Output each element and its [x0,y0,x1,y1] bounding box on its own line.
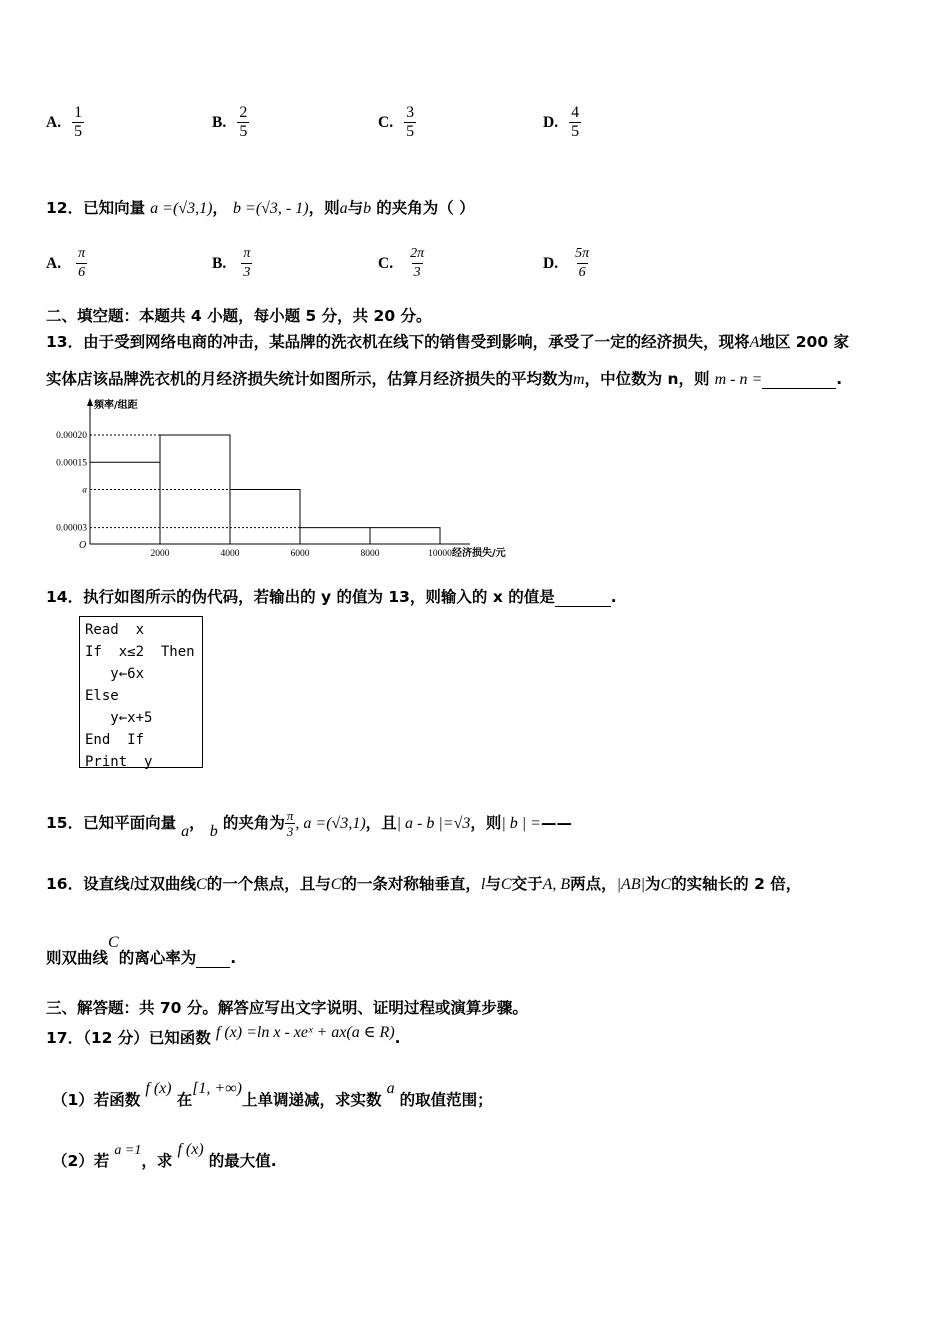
q16-text: 过双曲线 [134,875,197,893]
y-tick-label: 0.00015 [56,458,87,469]
q16-text: 与 [485,875,501,893]
q16-text: 的一个焦点，且与 [206,875,331,893]
denominator: 5 [239,123,248,140]
q16-text: 的一条对称轴垂直， [341,875,481,893]
interval: [1, +∞) [192,1080,242,1097]
numerator: 3 [406,104,415,121]
var-b: b [209,823,218,840]
fraction [408,245,426,282]
numerator: 5π [575,246,590,261]
fraction [569,104,581,141]
x-axis-label: 经济损失/元 [452,548,506,559]
answer-blank [555,587,611,607]
var-a: a [386,1080,395,1097]
abs-AB: |AB| [616,876,645,893]
answer-blank [762,369,836,389]
fraction [237,104,249,141]
q12-mid: ，则 [308,199,340,217]
numerator: 1 [74,104,83,121]
q17-text: 的取值范围； [399,1091,493,1109]
q17-text: （1）若函数 [52,1091,141,1109]
section-3-heading: 三、解答题：共 70 分。解答应写出文字说明、证明过程或演算步骤。 [46,999,528,1017]
var-a: a [181,823,190,840]
q17-stem [46,1026,401,1048]
q14-text: 14．执行如图所示的伪代码，若输出的 y 的值为 13，则输入的 x 的值是 [46,588,555,606]
fraction [573,245,591,282]
fraction [76,245,87,282]
answer-expr: | b | = [501,815,541,832]
q12-prefix: 12．已知向量 [46,199,146,217]
var-C: C [660,876,672,893]
q15-text: ，且 [365,814,397,832]
q13-line2 [46,367,842,389]
denominator: 6 [78,265,86,280]
option-label: C. [378,255,394,272]
numerator: π [243,246,251,261]
conj: 与 [347,199,364,217]
period: . [230,949,237,967]
q17-text: 在 [176,1091,193,1109]
option-label: A. [46,114,62,131]
q16-text: 则双曲线 [46,949,109,967]
fraction [72,104,84,141]
denominator: 5 [571,123,580,140]
q15-text: 15．已知平面向量 [46,814,177,832]
q17-part2 [52,1141,277,1171]
q16-text: 两点， [570,875,617,893]
q14-stem [46,585,617,607]
denominator: 3 [286,824,294,839]
q12-stem [46,196,475,218]
q16-text: 的离心率为 [118,949,197,967]
code-line: If x≤2 Then [85,644,195,660]
q15-text: 的夹角为 [222,814,285,832]
var-A: A [749,334,760,351]
fraction [404,104,416,141]
q13-line1 [46,330,849,352]
histogram-bar [370,528,440,544]
var-C: C [330,876,342,893]
fraction [285,808,296,839]
numerator: π [78,246,86,261]
points-AB: A, B [542,876,571,893]
function-fx: f (x) [177,1141,204,1158]
fraction [241,245,252,282]
q13-text: ，中位数为 n，则 [584,370,710,388]
section-2-heading: 二、填空题：本题共 4 小题，每小题 5 分，共 20 分。 [46,307,432,325]
denominator: 6 [578,265,586,280]
var-C: C [108,934,119,951]
option-label: B. [212,114,227,131]
q17-text: （2）若 [52,1152,110,1170]
code-line: Print y [85,754,153,770]
code-line: y←x+5 [85,710,153,726]
numerator: 2 [239,104,248,121]
x-tick-label: 8000 [360,549,380,559]
option-label: B. [212,255,227,272]
period: . [610,588,617,606]
var-m: m [573,371,585,388]
denominator: 5 [74,123,83,140]
x-tick-label: 6000 [290,549,310,559]
q17-part1 [52,1080,493,1110]
var-l: l [480,876,486,893]
histogram-bar [90,462,160,544]
option-label: A. [46,255,62,272]
q16-text: 交于 [511,875,543,893]
y-axis-label: 频率/组距 [94,400,138,411]
origin-label: O [79,540,87,551]
numerator: π [286,808,294,823]
x-tick-label: 4000 [220,549,240,559]
y-tick-label: 0.00020 [56,431,87,441]
comma: ， [212,199,228,217]
q13-text: 13．由于受到网络电商的冲击，某品牌的洗衣机在线下的销售受到影响，承受了一定的经济损失，现将 [46,333,750,351]
var-l: l [129,876,135,893]
x-tick-label: 2000 [150,549,170,559]
option-label: C. [378,114,394,131]
q15-stem [46,808,572,839]
vector-a: a =(√3,1) [150,200,213,217]
q11-option-d [543,104,581,141]
option-label: D. [543,255,559,272]
q13-text: 地区 200 家 [759,333,850,351]
condition: | a - b |=√3 [396,815,471,832]
q17-text: 的最大值. [208,1152,277,1170]
denominator: 3 [243,265,251,280]
code-line: Read x [85,622,145,638]
numerator: 2π [410,246,425,261]
condition: a =1 [114,1143,142,1158]
y-tick-label: a [82,485,87,496]
q11-option-a [46,104,84,141]
y-tick-label: 0.00003 [56,523,87,534]
function-expr: f (x) =ln x - xeˣ + ax(a ∈ R) [215,1024,395,1041]
var-a: a [339,200,348,217]
vector-b: b =(√3, - 1) [233,200,309,217]
histogram-bar [230,490,300,545]
q12-option-c [378,245,426,282]
period: . [394,1029,401,1047]
q15-text: ，则 [470,814,502,832]
histogram-bar [300,528,370,544]
code-line: End If [85,732,145,748]
q17-text: 17．（12 分）已知函数 [46,1029,211,1047]
numerator: 4 [571,104,580,121]
q12-option-d [543,245,591,282]
var-C: C [500,876,512,893]
comma: ， [189,814,205,832]
x-tick-label: 10000 [428,549,452,559]
vector-a: , a =(√3,1) [295,815,366,832]
q12-suffix: 的夹角为（ ） [376,199,475,217]
answer-blank: —— [540,814,572,832]
q12-option-a [46,245,87,282]
expression: m - n = [714,371,763,388]
code-line: Else [85,688,119,704]
q17-text: ，求 [141,1152,173,1170]
period: . [836,370,843,388]
denominator: 3 [413,265,421,280]
var-C: C [196,876,207,893]
q13-text: 实体店该品牌洗衣机的月经济损失统计如图所示，估算月经济损失的平均数为 [46,370,574,388]
q16-text: 16．设直线 [46,875,130,893]
var-b: b [363,200,372,217]
q16-text: 为 [644,875,661,893]
q11-option-b [212,104,249,141]
answer-blank [196,948,230,968]
function-fx: f (x) [145,1080,172,1097]
q17-text: 上单调递减，求实数 [241,1091,382,1109]
q11-option-c [378,104,416,141]
q16-line2 [46,934,237,968]
code-line: y←6x [85,666,145,682]
y-axis-arrow [87,398,93,406]
histogram [40,394,506,566]
option-label: D. [543,114,559,131]
pseudocode-box [79,616,203,768]
q12-option-b [212,245,252,282]
q16-text: 的实轴长的 2 倍， [671,875,802,893]
denominator: 5 [406,123,415,140]
q16-line1 [46,872,801,894]
